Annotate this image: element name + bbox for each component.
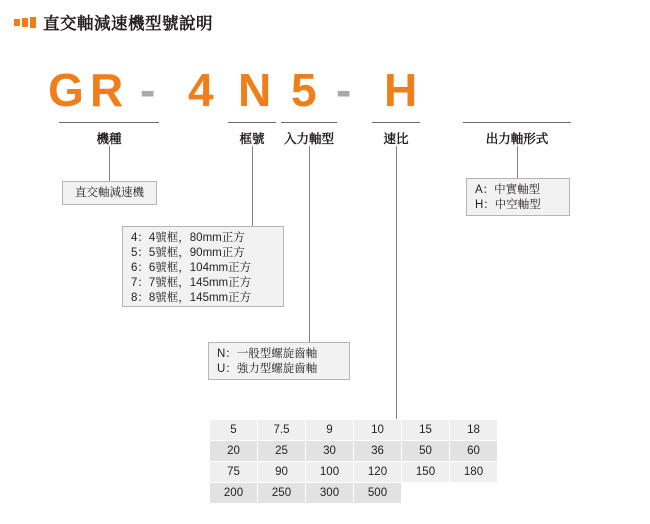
box-input-shaft-line-1: N：一般型螺旋齒軸 [217, 348, 318, 360]
ratio-cell: 150 [402, 462, 450, 483]
ratio-cell: 60 [450, 441, 498, 462]
table-row [210, 441, 498, 462]
underline-model [59, 122, 159, 123]
code-char-output: H [384, 64, 418, 116]
bullet-marker-icon [14, 17, 36, 28]
label-ratio: 速比 [383, 132, 409, 146]
code-char-g: G [48, 64, 84, 116]
underline-output [463, 122, 571, 123]
connector-model [109, 146, 110, 181]
code-char-input: N [238, 64, 272, 116]
code-char-dash2: - [336, 64, 352, 116]
ratio-cell: 250 [258, 483, 306, 504]
box-input-shaft [208, 342, 350, 380]
code-char-dash1: - [140, 64, 156, 116]
box-model [62, 181, 157, 205]
ratio-cell-empty [402, 483, 450, 504]
box-model-text: 直交軸減速機 [75, 186, 144, 199]
label-frame: 框號 [239, 132, 265, 146]
box-output-shaft-line-1: A：中實軸型 [475, 184, 541, 196]
code-char-ratio: 5 [291, 64, 317, 116]
connector-ratio [396, 146, 397, 419]
code-char-frame: 4 [188, 64, 214, 116]
ratio-cell: 18 [450, 420, 498, 441]
ratio-cell: 180 [450, 462, 498, 483]
box-output-shaft [466, 178, 570, 216]
box-frame [122, 226, 284, 307]
ratio-cell: 10 [354, 420, 402, 441]
connector-input-shaft [309, 146, 310, 342]
ratio-cell: 25 [258, 441, 306, 462]
ratio-cell: 9 [306, 420, 354, 441]
box-output-shaft-line-2: H：中空軸型 [475, 199, 541, 211]
table-row [210, 420, 498, 441]
ratio-cell: 200 [210, 483, 258, 504]
model-code [48, 62, 608, 118]
ratio-cell: 50 [402, 441, 450, 462]
ratio-cell: 20 [210, 441, 258, 462]
ratio-cell-empty [450, 483, 498, 504]
ratio-cell: 120 [354, 462, 402, 483]
box-frame-line-5: 8：8號框，145mm正方 [131, 292, 252, 304]
ratio-cell: 100 [306, 462, 354, 483]
table-row [210, 462, 498, 483]
label-model: 機種 [96, 132, 122, 146]
ratio-cell: 36 [354, 441, 402, 462]
label-input-shaft: 入力軸型 [283, 132, 334, 146]
ratio-cell: 5 [210, 420, 258, 441]
ratio-cell: 500 [354, 483, 402, 504]
underline-ratio [372, 122, 420, 123]
label-output-shaft: 出力軸形式 [485, 132, 549, 146]
ratio-cell: 7.5 [258, 420, 306, 441]
box-frame-line-4: 7：7號框，145mm正方 [131, 277, 252, 289]
table-row [210, 483, 498, 504]
underline-input [281, 122, 337, 123]
code-char-r: R [90, 64, 124, 116]
ratio-cell: 90 [258, 462, 306, 483]
page-title [14, 10, 213, 34]
underline-frame [228, 122, 276, 123]
box-frame-line-3: 6：6號框，104mm正方 [131, 262, 252, 274]
connector-output-shaft [517, 146, 518, 178]
box-frame-line-1: 4：4號框，80mm正方 [131, 232, 245, 244]
ratio-cell: 300 [306, 483, 354, 504]
ratio-table [209, 419, 498, 504]
box-frame-line-2: 5：5號框，90mm正方 [131, 247, 245, 259]
ratio-cell: 75 [210, 462, 258, 483]
page-title-text: 直交軸減速機型號說明 [43, 15, 213, 33]
ratio-cell: 15 [402, 420, 450, 441]
box-input-shaft-line-2: U：強力型螺旋齒軸 [217, 363, 318, 375]
connector-frame [252, 146, 253, 226]
ratio-cell: 30 [306, 441, 354, 462]
